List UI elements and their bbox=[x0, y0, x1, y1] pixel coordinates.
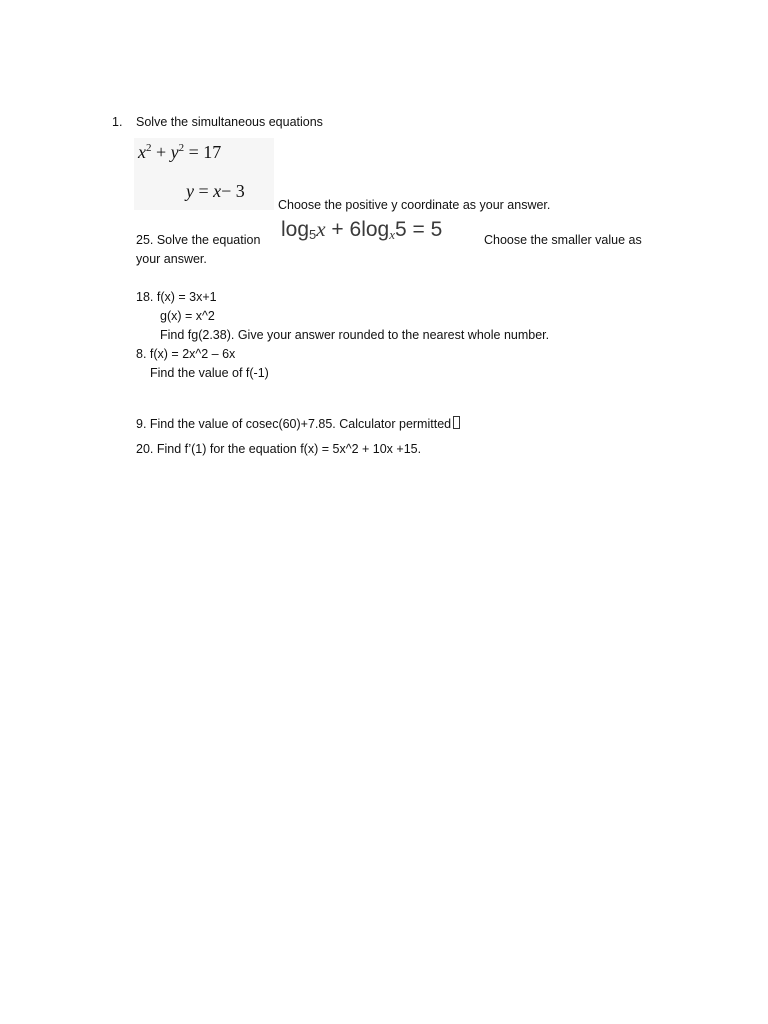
q18-line-1: 18. f(x) = 3x+1 bbox=[136, 290, 217, 304]
q18-line-3: Find fg(2.38). Give your answer rounded to the nearest whole number. bbox=[160, 328, 550, 342]
q25-equation-image: $\log_5x + 6\log_x5 = 5$ bbox=[281, 217, 443, 242]
q25-note: Choose the smaller value as bbox=[484, 233, 642, 247]
q1-text: Solve the simultaneous equations bbox=[136, 115, 323, 129]
q1-equation-1: $x^2 + y^2 = 17$ bbox=[138, 142, 222, 162]
q1-equation-2: y = x− 3 bbox=[186, 181, 245, 201]
q9-text: 9. Find the value of cosec(60)+7.85. Calculator permitted bbox=[136, 416, 460, 432]
q1-number: 1. bbox=[112, 115, 123, 129]
q20-text: 20. Find f’(1) for the equation f(x) = 5x^2 + 10x +15. bbox=[136, 442, 422, 456]
q8-line-1: 8. f(x) = 2x^2 – 6x bbox=[136, 347, 236, 361]
q18-line-2: g(x) = x^2 bbox=[160, 309, 215, 323]
q25-text: 25. Solve the equation bbox=[136, 233, 261, 247]
q1-note: Choose the positive y coordinate as your answer. bbox=[278, 198, 551, 212]
q8-line-2: Find the value of f(-1) bbox=[150, 366, 269, 380]
missing-glyph-icon bbox=[453, 416, 460, 429]
q25-note-2: your answer. bbox=[136, 252, 207, 266]
